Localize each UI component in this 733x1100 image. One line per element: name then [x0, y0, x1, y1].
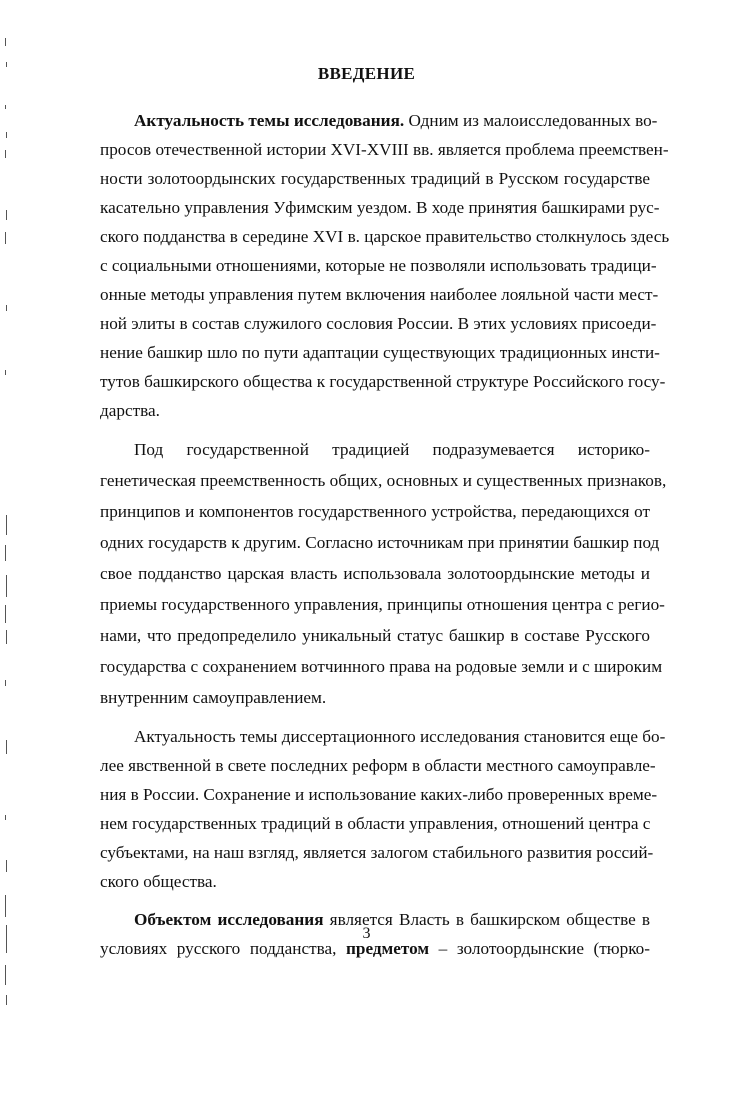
body-text — [100, 106, 670, 963]
text-line: генетическая преемственность общих, основных и существенных признаков, — [100, 471, 667, 490]
text-line: нение башкир шло по пути адаптации существующих традиционных инсти- — [100, 343, 660, 362]
text-line: ности золотоордынских государственных традиций в Русском государстве — [100, 169, 650, 188]
paragraph-state-tradition — [100, 434, 667, 713]
paragraph-relevance — [100, 106, 670, 425]
paragraph-dissertation-relevance — [100, 722, 666, 896]
page-title: ВВЕДЕНИЕ — [317, 64, 416, 83]
text-line: онные методы управления путем включения наиболее лояльной части мест- — [100, 285, 659, 304]
line-text: Одним из малоисследованных во- — [404, 111, 658, 130]
text-line: тутов башкирского общества к государственной структуре Российского госу- — [100, 372, 666, 391]
text-line: внутренним самоуправлением. — [100, 688, 327, 707]
text-line: приемы государственного управления, принципы отношения центра с регио- — [100, 595, 665, 614]
text-line: нем государственных традиций в области управления, отношений центра с — [100, 814, 651, 833]
text-line: ния в России. Сохранение и использование каких-либо проверенных време- — [100, 785, 658, 804]
page-number: 3 — [362, 925, 371, 942]
text-line: принципов и компонентов государственного устройства, передающихся от — [100, 502, 650, 521]
lead-phrase: предметом — [346, 939, 430, 958]
text-line: свое подданство царская власть использовала золотоордынские методы и — [100, 564, 650, 583]
text-line: ского общества. — [100, 872, 217, 891]
text-line: ского подданства в середине XVI в. царское правительство столкнулось здесь — [100, 227, 670, 246]
text-line: с социальными отношениями, которые не позволяли использовать традици- — [100, 256, 657, 275]
text-line — [100, 106, 658, 135]
line-text: является Власть в башкирском обществе в — [323, 910, 650, 929]
text-line: касательно управления Уфимским уездом. В ходе принятия башкирами рус- — [100, 198, 660, 217]
text-line: Под государственной традицией подразумевается историко- — [134, 440, 650, 459]
text-line: дарства. — [100, 401, 160, 420]
text-line: Актуальность темы диссертационного исследования становится еще бо- — [134, 727, 666, 746]
text-line: нами, что предопределило уникальный статус башкир в составе Русского — [100, 626, 650, 645]
text-line: ной элиты в состав служилого сословия России. В этих условиях присоеди- — [100, 314, 657, 333]
text-line: субъектами, на наш взгляд, является залогом стабильного развития россий- — [100, 843, 654, 862]
line-text: условиях русского подданства, — [100, 939, 346, 958]
text-line: одних государств к другим. Согласно источникам при принятии башкир под — [100, 533, 660, 552]
lead-phrase: Объектом исследования — [134, 910, 324, 929]
text-line: государства с сохранением вотчинного права на родовые земли и с широким — [100, 657, 663, 676]
line-text: – золотоордынские (тюрко- — [429, 939, 650, 958]
lead-phrase: Актуальность темы исследования. — [134, 111, 405, 130]
text-line: просов отечественной истории XVI-XVIII вв. является проблема преемствен- — [100, 140, 669, 159]
text-line: лее явственной в свете последних реформ в области местного самоуправле- — [100, 756, 656, 775]
